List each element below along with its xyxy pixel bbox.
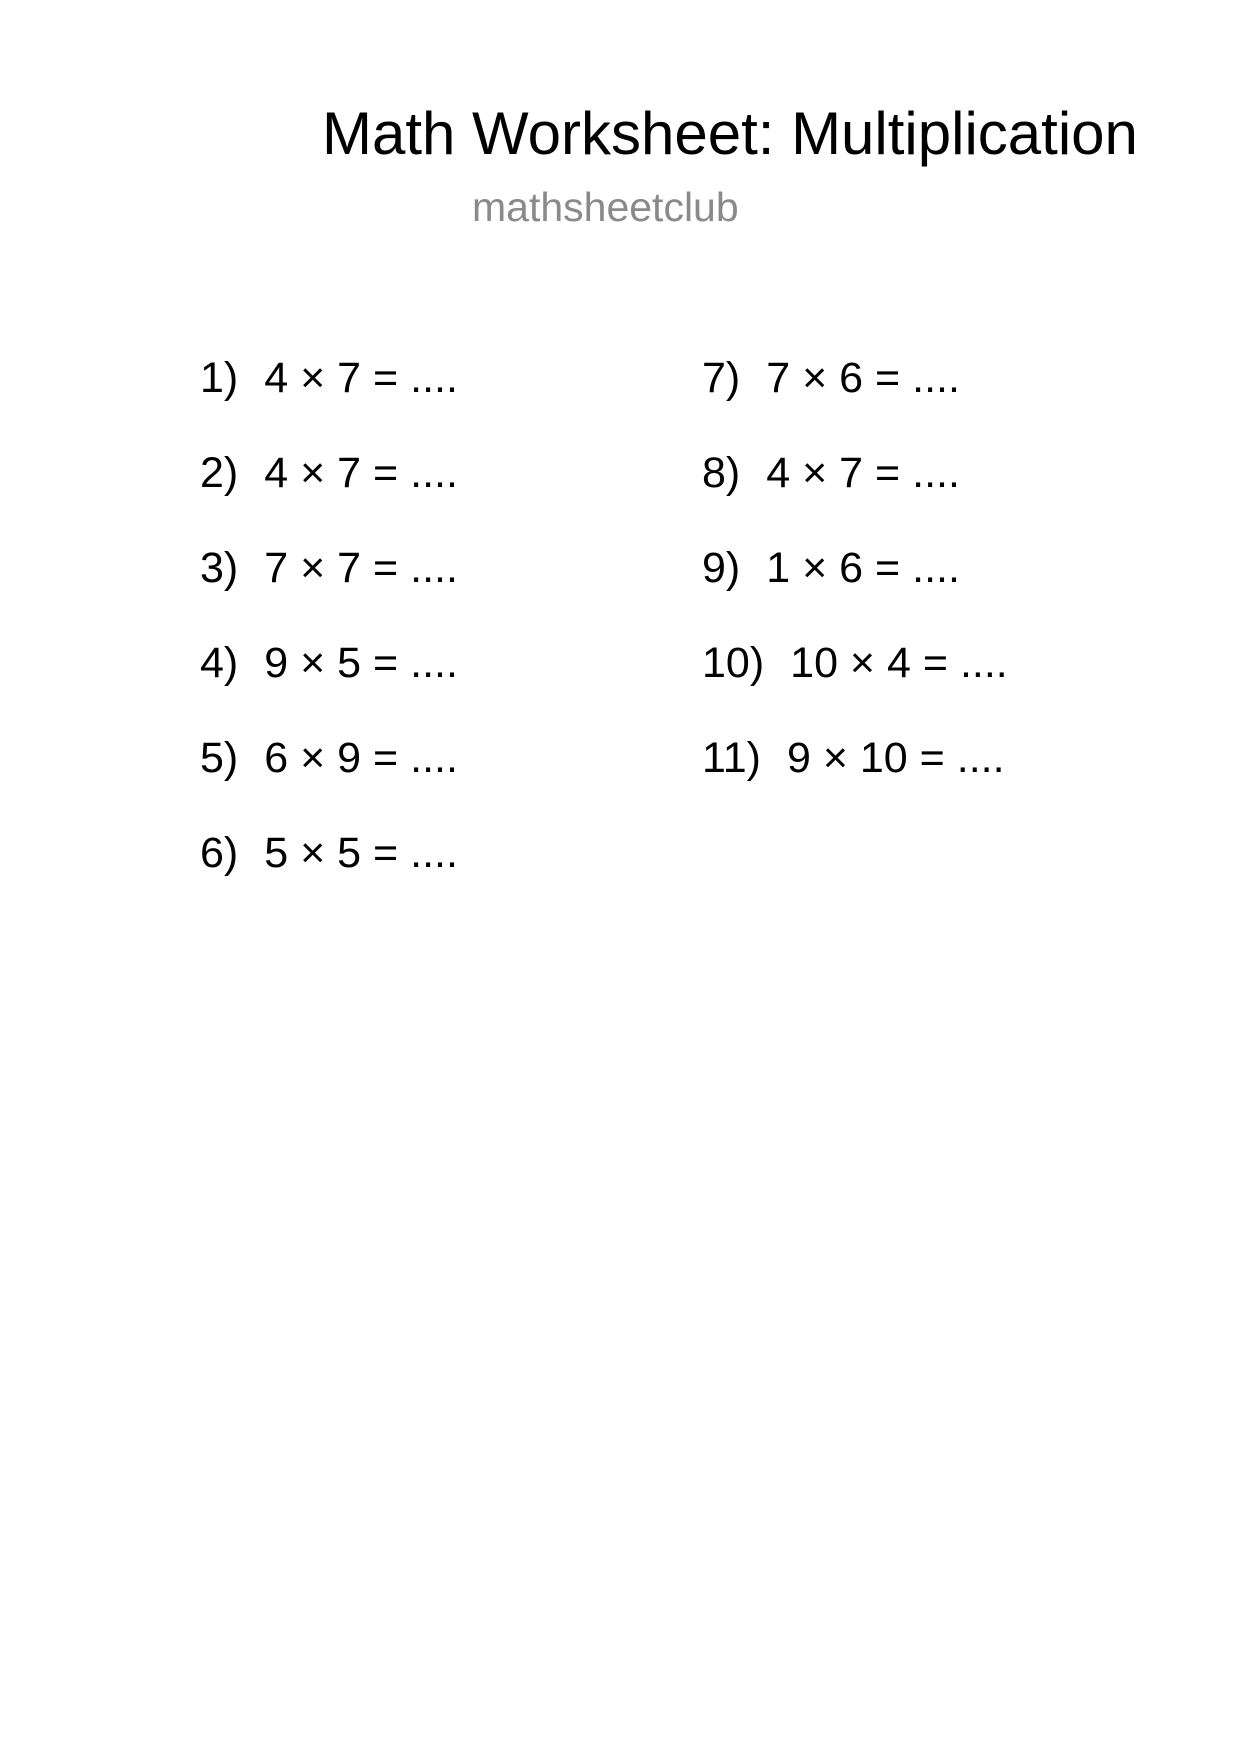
problem-expression: 4 × 7 =: [264, 354, 399, 402]
problem-number: 5): [200, 734, 239, 782]
answer-blank: ....: [912, 449, 960, 497]
problem-number: 8): [702, 449, 741, 497]
problem-expression: 10 × 4 =: [790, 639, 948, 687]
problem-expression: 6 × 9 =: [264, 734, 399, 782]
problem-number: 6): [200, 829, 239, 877]
problem-expression: 9 × 10 =: [786, 734, 945, 782]
problem-number: 2): [200, 449, 239, 497]
answer-blank: ....: [959, 639, 1008, 687]
answer-blank: ....: [410, 354, 458, 402]
problem-item: [200, 732, 458, 784]
problem-expression: 4 × 7 =: [766, 449, 901, 497]
problem-item: [200, 542, 458, 594]
problem-item: [702, 732, 1005, 784]
answer-blank: ....: [410, 639, 458, 687]
problem-number: 7): [702, 354, 741, 402]
answer-blank: ....: [912, 354, 960, 402]
answer-blank: ....: [956, 734, 1005, 782]
problem-number: 4): [200, 639, 239, 687]
problem-item: [200, 637, 458, 689]
problem-expression: 5 × 5 =: [264, 829, 399, 877]
brand-subtitle: mathsheetclub: [472, 184, 739, 230]
problem-number: 1): [200, 354, 239, 402]
problem-expression: 7 × 6 =: [766, 354, 901, 402]
problem-item: [200, 827, 458, 879]
problem-expression: 1 × 6 =: [766, 544, 901, 592]
problem-item: [702, 542, 960, 594]
answer-blank: ....: [410, 734, 458, 782]
problem-item: [702, 352, 960, 404]
answer-blank: ....: [410, 829, 458, 877]
answer-blank: ....: [912, 544, 960, 592]
answer-blank: ....: [410, 449, 458, 497]
problem-item: [702, 637, 1008, 689]
answer-blank: ....: [410, 544, 458, 592]
problem-number: 9): [702, 544, 741, 592]
problem-item: [200, 352, 458, 404]
problem-expression: 7 × 7 =: [264, 544, 399, 592]
page-title: Math Worksheet: Multiplication: [322, 100, 1138, 167]
problem-expression: 9 × 5 =: [264, 639, 399, 687]
problem-number: 10): [702, 639, 765, 687]
problem-number: 11): [702, 734, 761, 782]
problem-expression: 4 × 7 =: [264, 449, 399, 497]
problem-item: [200, 447, 458, 499]
problem-number: 3): [200, 544, 239, 592]
problem-item: [702, 447, 960, 499]
